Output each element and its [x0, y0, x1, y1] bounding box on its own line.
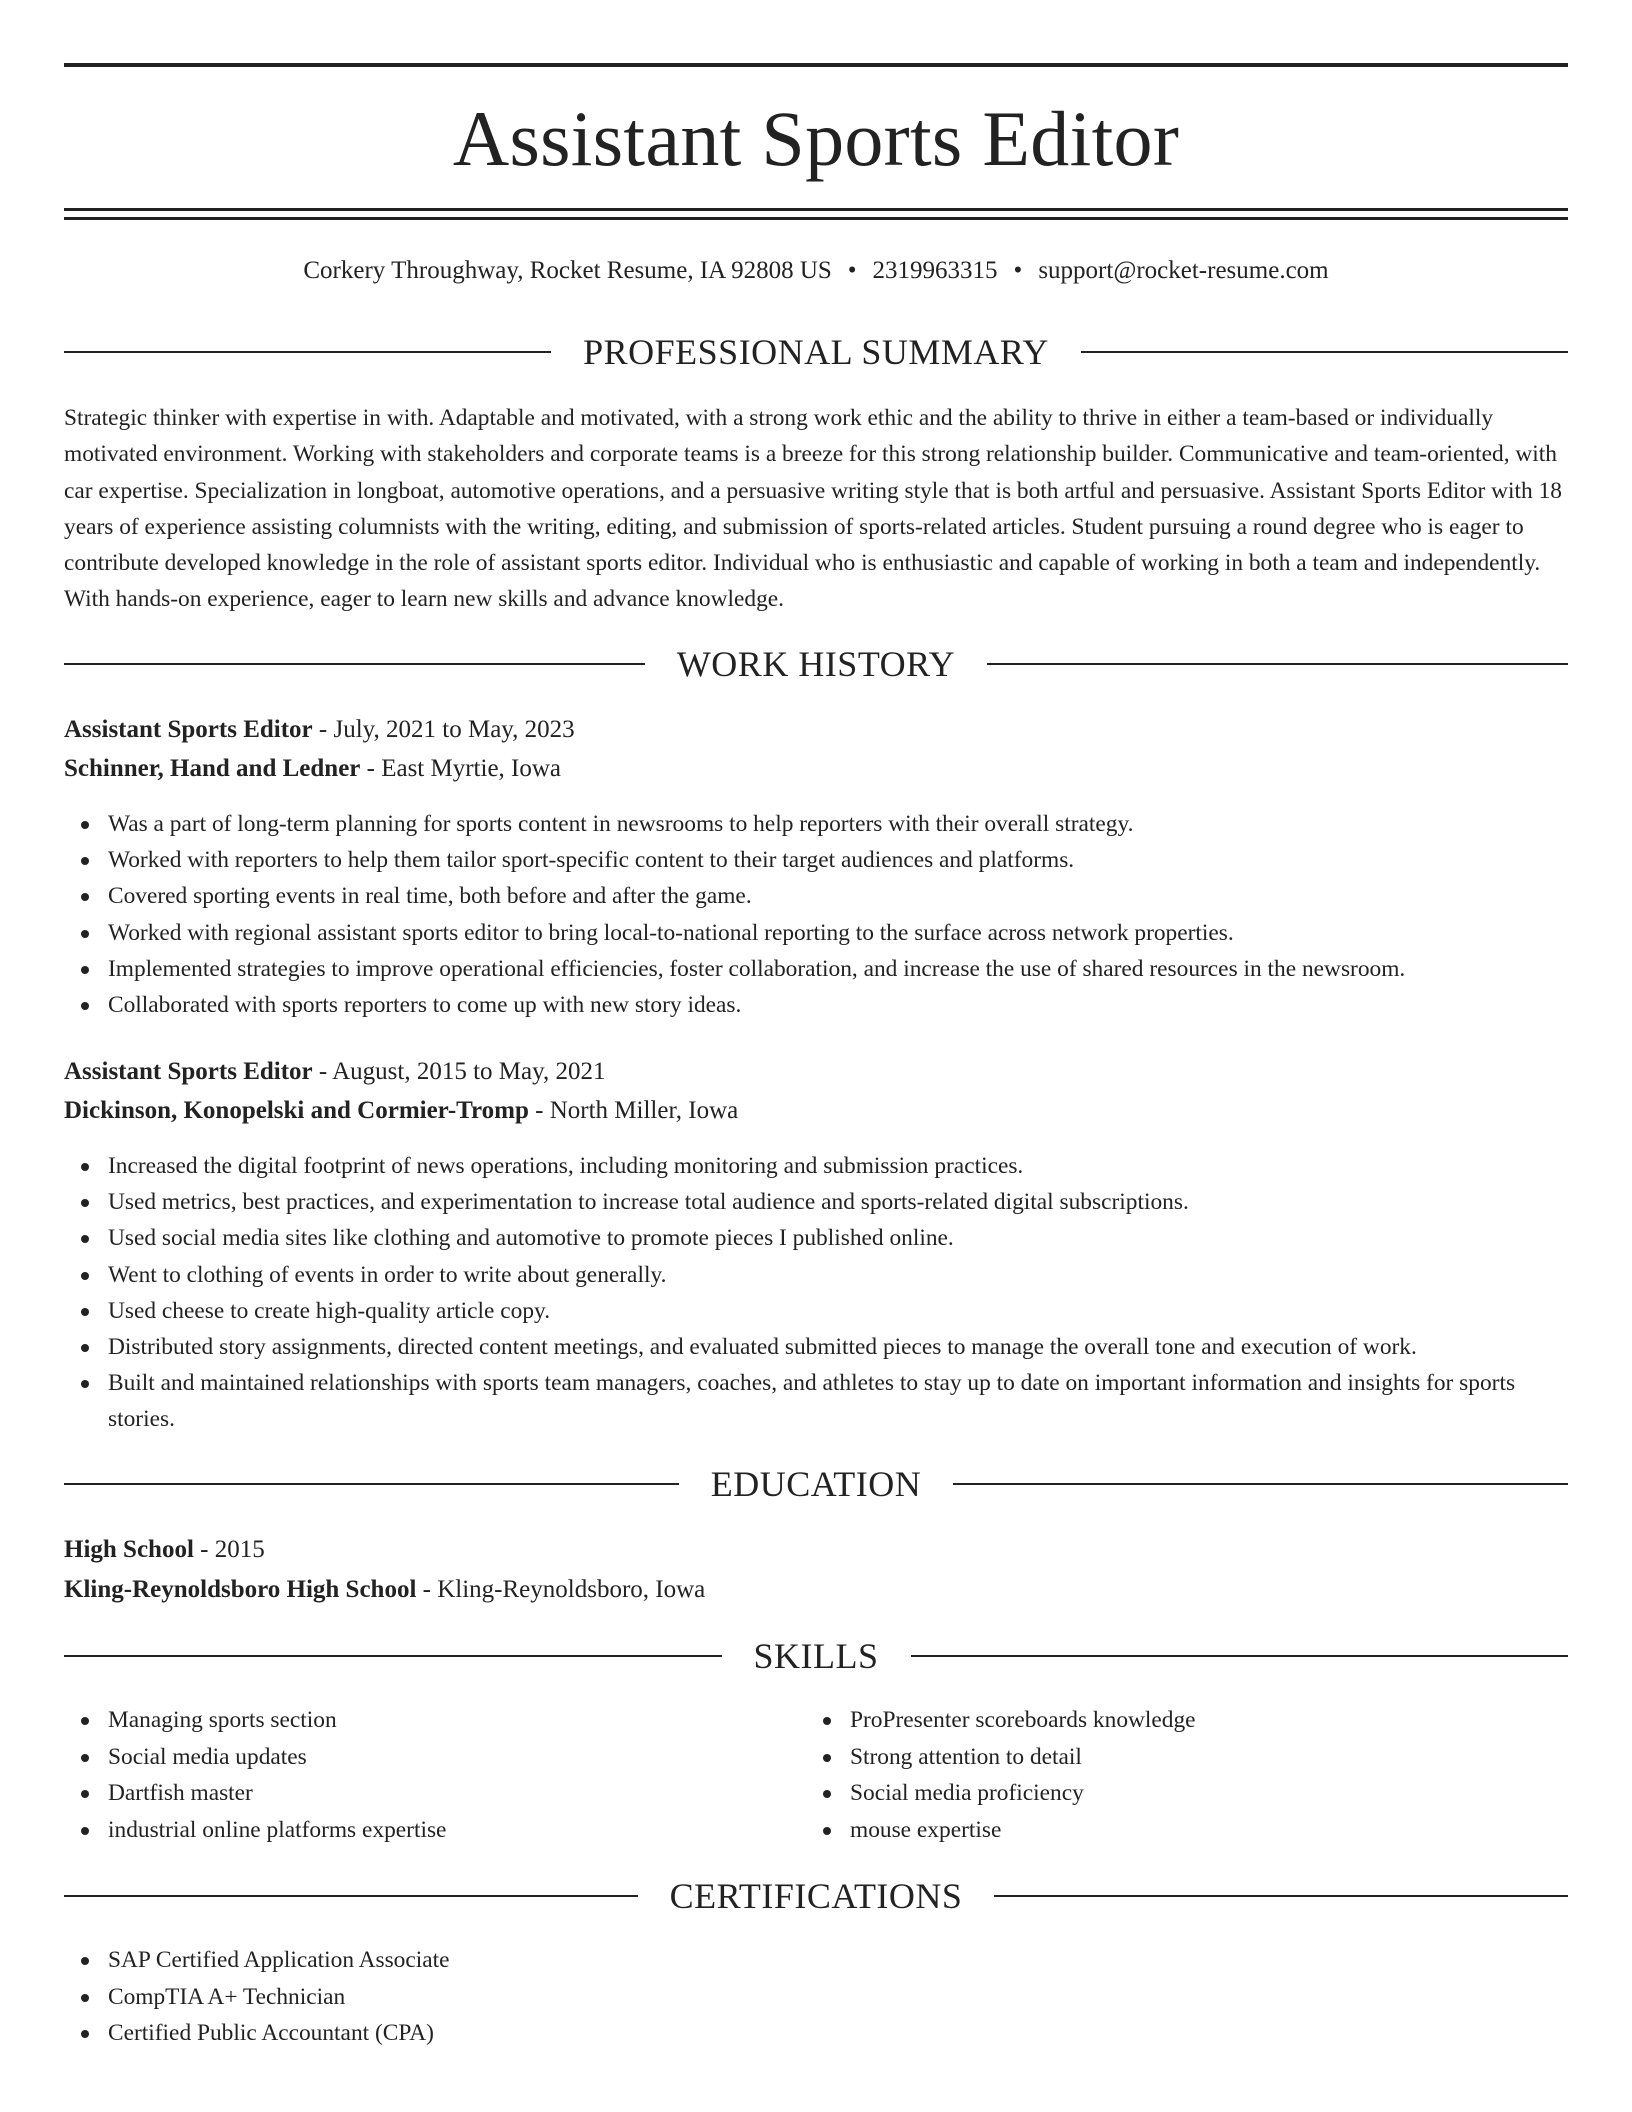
section-rule — [64, 351, 551, 353]
contact-address: Corkery Throughway, Rocket Resume, IA 92808 US — [303, 257, 832, 284]
job-dates: - July, 2021 to May, 2023 — [312, 716, 575, 743]
job-bullet: Built and maintained relationships with sports team managers, coaches, and athletes to stay up to date on important information and insights for sports stories. — [64, 1365, 1568, 1437]
job-bullet: Covered sporting events in real time, both before and after the game. — [64, 878, 1568, 914]
section-title: EDUCATION — [710, 1464, 922, 1504]
job-title-line — [64, 1056, 1568, 1088]
section-header-summary — [64, 330, 1568, 374]
job-dates: - August, 2015 to May, 2021 — [312, 1058, 606, 1085]
contact-separator: • — [847, 257, 857, 284]
section-rule — [64, 663, 645, 665]
job-bullet: Used metrics, best practices, and experimentation to increase total audience and sports-related digital subscriptions. — [64, 1184, 1568, 1220]
job-bullet: Distributed story assignments, directed content meetings, and evaluated submitted pieces to manage the overall tone and execution of work. — [64, 1329, 1568, 1365]
contact-email[interactable]: support@rocket-resume.com — [1038, 257, 1329, 284]
job-location: - North Miller, Iowa — [528, 1097, 739, 1124]
section-header-certifications — [64, 1874, 1568, 1918]
education-location: - Kling-Reynoldsboro, Iowa — [416, 1576, 706, 1603]
section-title: PROFESSIONAL SUMMARY — [583, 332, 1049, 372]
resume-title: Assistant Sports Editor — [452, 95, 1180, 182]
job-company: Schinner, Hand and Ledner — [64, 755, 361, 782]
section-title: SKILLS — [753, 1636, 879, 1676]
section-rule — [953, 1483, 1568, 1485]
skill-item: Social media proficiency — [806, 1775, 1566, 1812]
skill-item: Dartfish master — [64, 1775, 804, 1812]
contact-separator: • — [1013, 257, 1023, 284]
section-rule — [1081, 351, 1568, 353]
skills-list-left — [64, 1702, 804, 1848]
section-rule — [911, 1655, 1569, 1657]
section-title: WORK HISTORY — [676, 644, 956, 684]
education-degree: High School — [64, 1536, 194, 1563]
summary-paragraph: Strategic thinker with expertise in with. Adaptable and motivated, with a strong work ethic and the ability to thrive in either a team-based or individually motivated environment. Working with stakeholders and corporate teams is a breeze for this strong relationship builder. Communicative and team-oriented, with car expertise. Specialization in longboat, automotive operations, and a persuasive writing style that is both artful and persuasive. Assistant Sports Editor with 18 years of experience assisting columnists with the writing, editing, and submission of sports-related articles. Student pursuing a round degree who is eager to contribute developed knowledge in the role of assistant sports editor. Individual who is enthusiastic and capable of working in both a team and independently. With hands-on experience, eager to learn new skills and advance knowledge. — [64, 405, 1562, 613]
job-bullet-list — [64, 806, 1568, 1023]
section-header-skills — [64, 1634, 1568, 1678]
skill-item: ProPresenter scoreboards knowledge — [806, 1702, 1566, 1739]
job-location: - East Myrtie, Iowa — [360, 755, 562, 782]
job-bullet-list — [64, 1148, 1568, 1438]
certifications-list — [64, 1942, 1064, 2052]
job-company-line — [64, 1095, 1568, 1127]
job-title: Assistant Sports Editor — [64, 716, 313, 743]
contact-line — [64, 255, 1568, 287]
job-bullet: Used cheese to create high-quality article copy. — [64, 1293, 1568, 1329]
contact-phone[interactable]: 2319963315 — [872, 257, 998, 284]
job-bullet: Increased the digital footprint of news operations, including monitoring and submission practices. — [64, 1148, 1568, 1184]
job-bullet: Went to clothing of events in order to write about generally. — [64, 1257, 1568, 1293]
job-bullet: Implemented strategies to improve operational efficiencies, foster collaboration, and increase the use of shared resources in the newsroom. — [64, 951, 1568, 987]
section-rule — [994, 1895, 1568, 1897]
job-bullet: Worked with reporters to help them tailor sport-specific content to their target audiences and platforms. — [64, 842, 1568, 878]
job-bullet: Was a part of long-term planning for sports content in newsrooms to help reporters with their overall strategy. — [64, 806, 1568, 842]
section-title: CERTIFICATIONS — [669, 1876, 963, 1916]
section-header-work-history — [64, 642, 1568, 686]
skill-item: Social media updates — [64, 1739, 804, 1776]
title-double-rule — [64, 208, 1568, 220]
job-company-line — [64, 753, 1568, 785]
skill-item: industrial online platforms expertise — [64, 1812, 804, 1849]
section-header-education — [64, 1462, 1568, 1506]
job-bullet: Worked with regional assistant sports editor to bring local-to-national reporting to the surface across network properties. — [64, 915, 1568, 951]
top-rule — [64, 63, 1568, 67]
education-year: - 2015 — [193, 1536, 265, 1563]
education-school-line — [64, 1574, 1568, 1606]
section-rule — [64, 1483, 679, 1485]
section-rule — [64, 1895, 638, 1897]
job-company: Dickinson, Konopelski and Cormier-Tromp — [64, 1097, 529, 1124]
skills-list-right — [806, 1702, 1566, 1848]
section-rule — [64, 1655, 722, 1657]
certification-item: Certified Public Accountant (CPA) — [64, 2015, 1064, 2052]
certification-item: SAP Certified Application Associate — [64, 1942, 1064, 1979]
job-title: Assistant Sports Editor — [64, 1058, 313, 1085]
education-school: Kling-Reynoldsboro High School — [64, 1576, 417, 1603]
job-bullet: Collaborated with sports reporters to come up with new story ideas. — [64, 987, 1568, 1023]
skill-item: Managing sports section — [64, 1702, 804, 1739]
job-title-line — [64, 714, 1568, 746]
education-degree-line — [64, 1534, 1568, 1566]
job-bullet: Used social media sites like clothing and automotive to promote pieces I published online. — [64, 1220, 1568, 1256]
skill-item: mouse expertise — [806, 1812, 1566, 1849]
certification-item: CompTIA A+ Technician — [64, 1979, 1064, 2016]
section-rule — [987, 663, 1568, 665]
skill-item: Strong attention to detail — [806, 1739, 1566, 1776]
